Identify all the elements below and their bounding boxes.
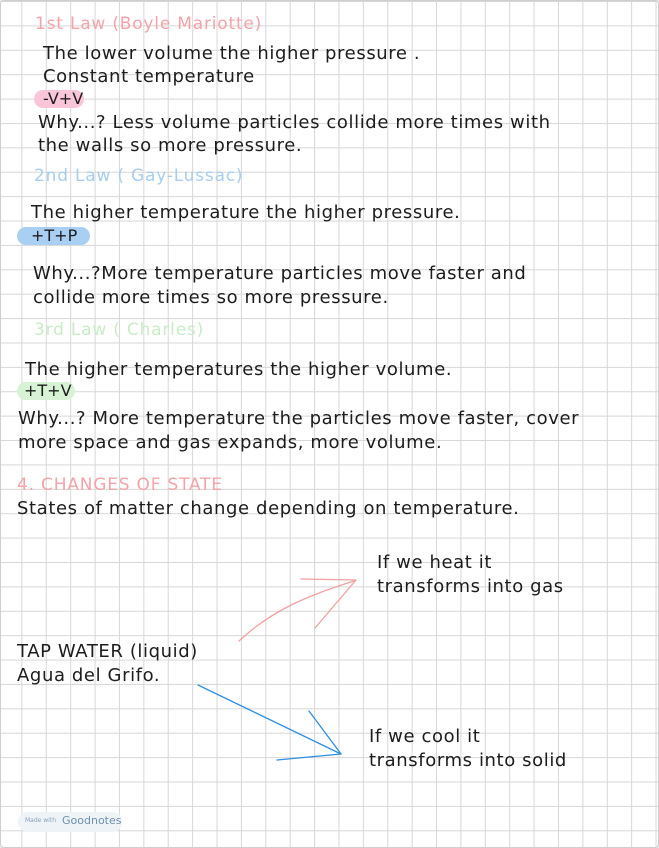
source-line2: Agua del Grifo.	[17, 665, 161, 686]
heat-text-line2: transforms into gas	[377, 576, 564, 597]
section4-intro: States of matter change depending on temperature.	[17, 498, 520, 519]
law3-line1: The higher temperatures the higher volume.	[25, 359, 453, 380]
law1-why-line2: the walls so more pressure.	[38, 135, 303, 156]
law1-line1: The lower volume the higher pressure .	[43, 43, 421, 64]
law2-formula: +T+P	[31, 226, 78, 245]
goodnotes-brand-label: Goodnotes	[62, 814, 122, 827]
law2-heading: 2nd Law ( Gay-Lussac)	[34, 166, 244, 186]
law3-why-line2: more space and gas expands, more volume.	[18, 432, 443, 453]
law2-why-line1: Why...?More temperature particles move faster and	[33, 263, 527, 284]
law1-line2: Constant temperature	[43, 66, 255, 87]
made-with-label: Made with	[25, 817, 56, 824]
law2-why-line2: collide more times so more pressure.	[33, 287, 389, 308]
source-line1: TAP WATER (liquid)	[17, 641, 198, 662]
cool-arrow	[198, 685, 341, 760]
heat-text-line1: If we heat it	[377, 552, 493, 573]
section4-heading: 4. CHANGES OF STATE	[17, 475, 223, 495]
law1-heading: 1st Law (Boyle Mariotte)	[35, 14, 263, 34]
law1-why-line1: Why...? Less volume particles collide more times with	[38, 112, 551, 133]
diagram-arrows	[1, 1, 659, 848]
law3-why-line1: Why...? More temperature the particles move faster, cover	[18, 408, 580, 429]
cool-text-line2: transforms into solid	[369, 750, 567, 771]
law3-heading: 3rd Law ( Charles)	[34, 320, 205, 340]
law3-formula: +T+V	[24, 381, 72, 400]
law1-formula: -V+V	[43, 89, 84, 108]
heat-arrow	[239, 579, 356, 641]
law2-line1: The higher temperature the higher pressure.	[31, 202, 461, 223]
cool-text-line1: If we cool it	[369, 726, 481, 747]
